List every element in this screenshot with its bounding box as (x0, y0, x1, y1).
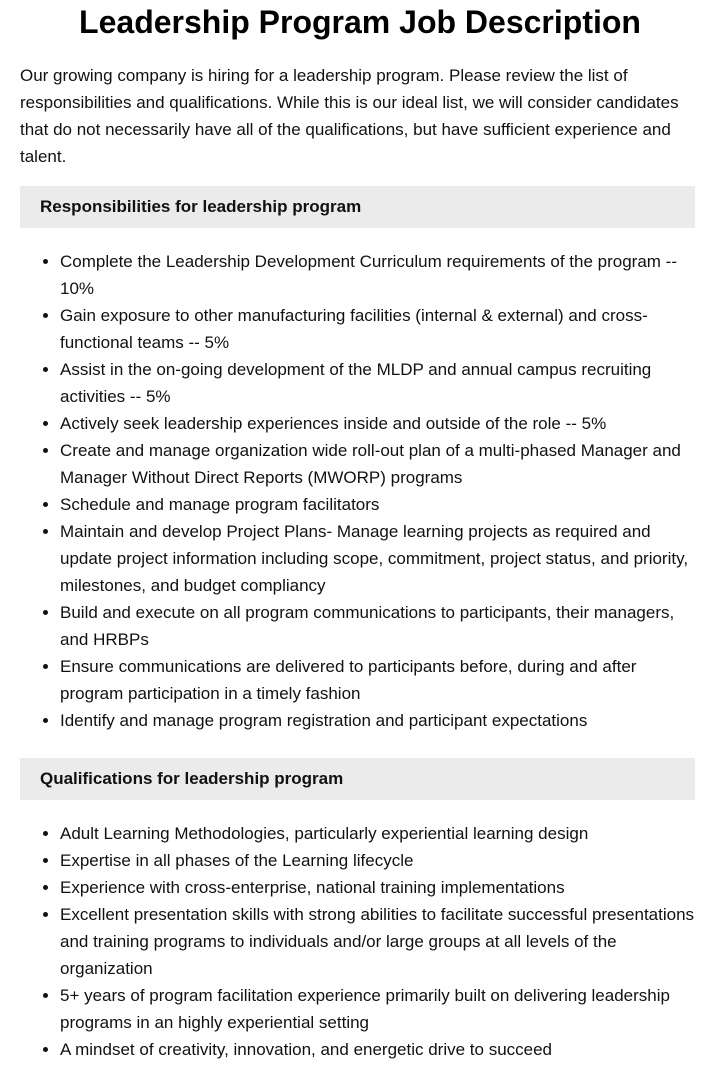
list-item: • Maintain and develop Project Plans- Manage learning projects as required and update project information including scope, commitment, project status, and priority, milestones, and budget compliancy (60, 518, 700, 599)
list-item: • Identify and manage program registration and participant expectations (60, 707, 700, 734)
list-item: • Adult Learning Methodologies, particularly experiential learning design (60, 820, 700, 847)
list-item: • Assist in the on-going development of the MLDP and annual campus recruiting activities -- 5% (60, 356, 700, 410)
list-item: • Gain exposure to other manufacturing facilities (internal & external) and cross-functional teams -- 5% (60, 302, 700, 356)
list-item: • Excellent presentation skills with strong abilities to facilitate successful presentations and training programs to individuals and/or large groups at all levels of the organization (60, 901, 700, 982)
list-item: • A mindset of creativity, innovation, and energetic drive to succeed (60, 1036, 700, 1063)
list-item: • Create and manage organization wide roll-out plan of a multi-phased Manager and Manager Without Direct Reports (MWORP) programs (60, 437, 700, 491)
list-item: • Build and execute on all program communications to participants, their managers, and HRBPs (60, 599, 700, 653)
list-item: • 5+ years of program facilitation experience primarily built on delivering leadership programs in an highly experiential setting (60, 982, 700, 1036)
list-item: • Actively seek leadership experiences inside and outside of the role -- 5% (60, 410, 700, 437)
qualifications-heading: Qualifications for leadership program (20, 758, 695, 800)
list-item: • Schedule and manage program facilitators (60, 491, 700, 518)
list-item: • Expertise in all phases of the Learning lifecycle (60, 847, 700, 874)
responsibilities-list (20, 248, 700, 734)
page-title: Leadership Program Job Description (79, 4, 641, 40)
list-item: • Complete the Leadership Development Curriculum requirements of the program -- 10% (60, 248, 700, 302)
list-item: • Experience with cross-enterprise, national training implementations (60, 874, 700, 901)
list-item: • Ensure communications are delivered to participants before, during and after program participation in a timely fashion (60, 653, 700, 707)
intro-paragraph: Our growing company is hiring for a leadership program. Please review the list of responsibilities and qualifications. While this is our ideal list, we will consider candidates that do not necessarily have all of the qualifications, but have sufficient experience and talent. (20, 66, 679, 166)
qualifications-list (20, 820, 700, 1063)
responsibilities-heading: Responsibilities for leadership program (20, 186, 695, 228)
